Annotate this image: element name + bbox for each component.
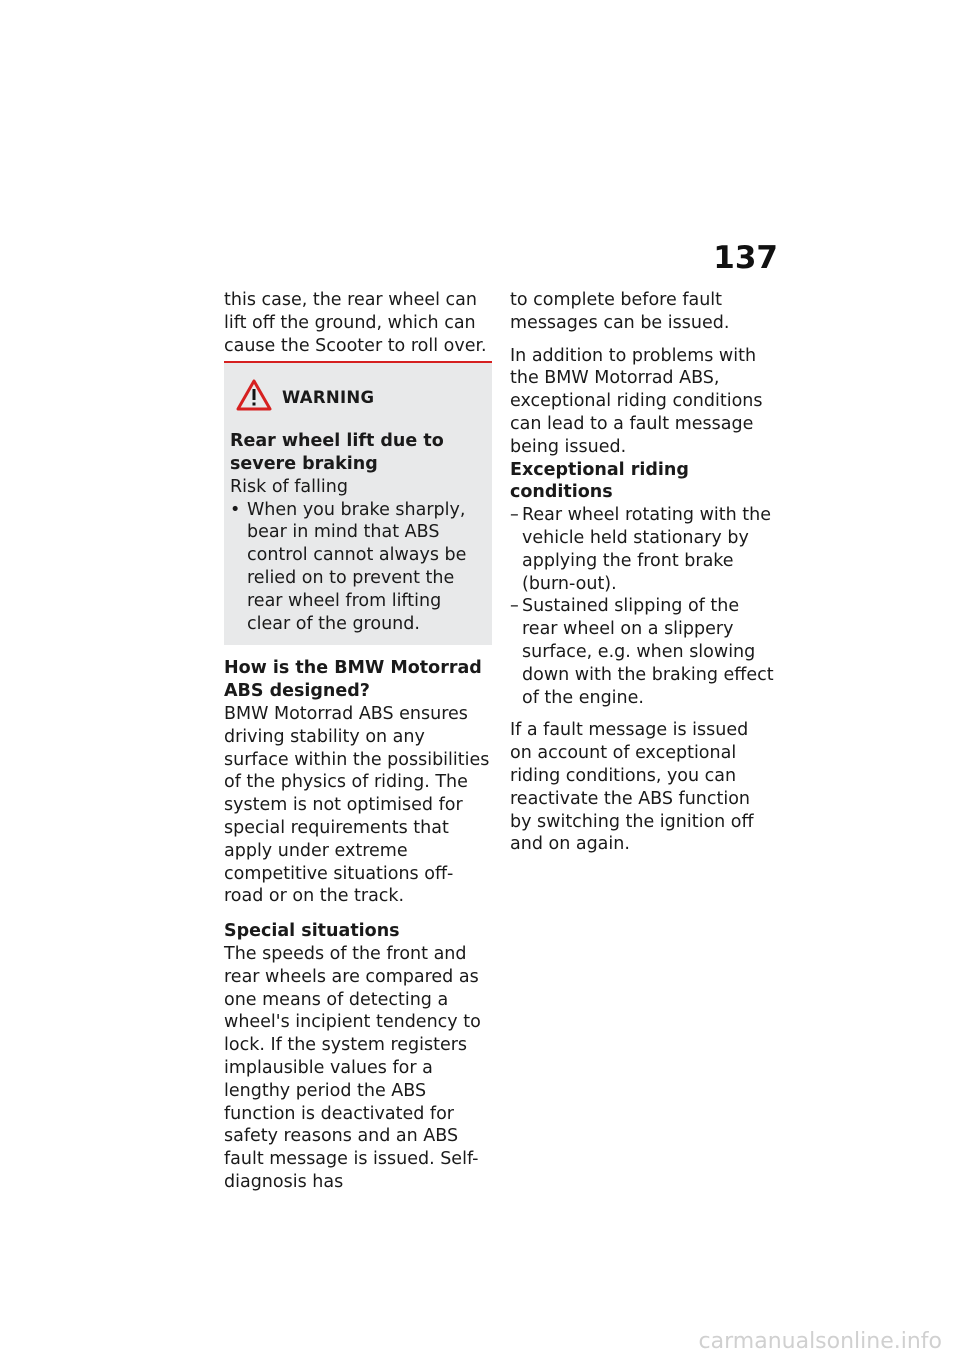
dash-icon: – — [510, 596, 519, 617]
list-item-text: Rear wheel rotating with the vehicle held stationary by applying the front brake (burn-out). — [522, 505, 771, 594]
warning-title — [236, 379, 484, 418]
warning-triangle-icon — [236, 379, 282, 418]
section-heading: How is the BMW Motorrad ABS designed? — [224, 658, 482, 702]
section-body: BMW Motorrad ABS ensures driving stability on any surface within the possibilities of the physics of riding. The system is not optimised for special requirements that apply under extreme competitive situations off-road or on the track. — [224, 703, 490, 907]
section-body: The speeds of the front and rear wheels are compared as one means of detecting a wheel's incipient tendency to lock. If the system registers implausible values for a lengthy period the ABS function is deactivated for safety reasons and an ABS fault message is issued. Self-diagnosis has — [224, 943, 481, 1192]
warning-risk: Risk of falling — [230, 476, 348, 497]
warning-bullet — [230, 499, 484, 636]
section-heading: Special situations — [224, 921, 400, 942]
list-item-text: Sustained slipping of the rear wheel on a slippery surface, e.g. when slowing down with the braking effect of the engine. — [522, 596, 774, 708]
closing-text: If a fault message is issued on account of exceptional riding conditions, you can reactivate the ABS function by switching the ignition off and on again. — [510, 720, 754, 855]
left-column — [224, 289, 492, 1194]
page-number: 137 — [713, 240, 778, 276]
section-heading: Exceptional riding conditions — [510, 459, 689, 503]
intro-text: this case, the rear wheel can lift off the ground, which can cause the Scooter to roll over. — [224, 290, 487, 356]
warning-label: WARNING — [282, 388, 375, 408]
right-column — [510, 289, 775, 856]
watermark: carmanualsonline.info — [698, 1329, 942, 1354]
warning-box — [224, 363, 492, 645]
warning-bullet-text: When you brake sharply, bear in mind that ABS control cannot always be relied on to prevent the rear wheel from lifting clear of the ground. — [247, 499, 467, 634]
continued-text: to complete before fault messages can be issued. — [510, 290, 730, 333]
special-situations-section — [224, 920, 492, 1194]
dash-icon: – — [510, 505, 519, 526]
para-text: In addition to problems with the BMW Motorrad ABS, exceptional riding conditions can lead to a fault message being issued. — [510, 345, 763, 457]
abs-design-section — [224, 657, 492, 908]
list-item — [510, 595, 775, 709]
list-item — [510, 504, 775, 595]
bullet-icon: • — [230, 499, 241, 520]
warning-heading: Rear wheel lift due to severe braking — [230, 431, 444, 474]
